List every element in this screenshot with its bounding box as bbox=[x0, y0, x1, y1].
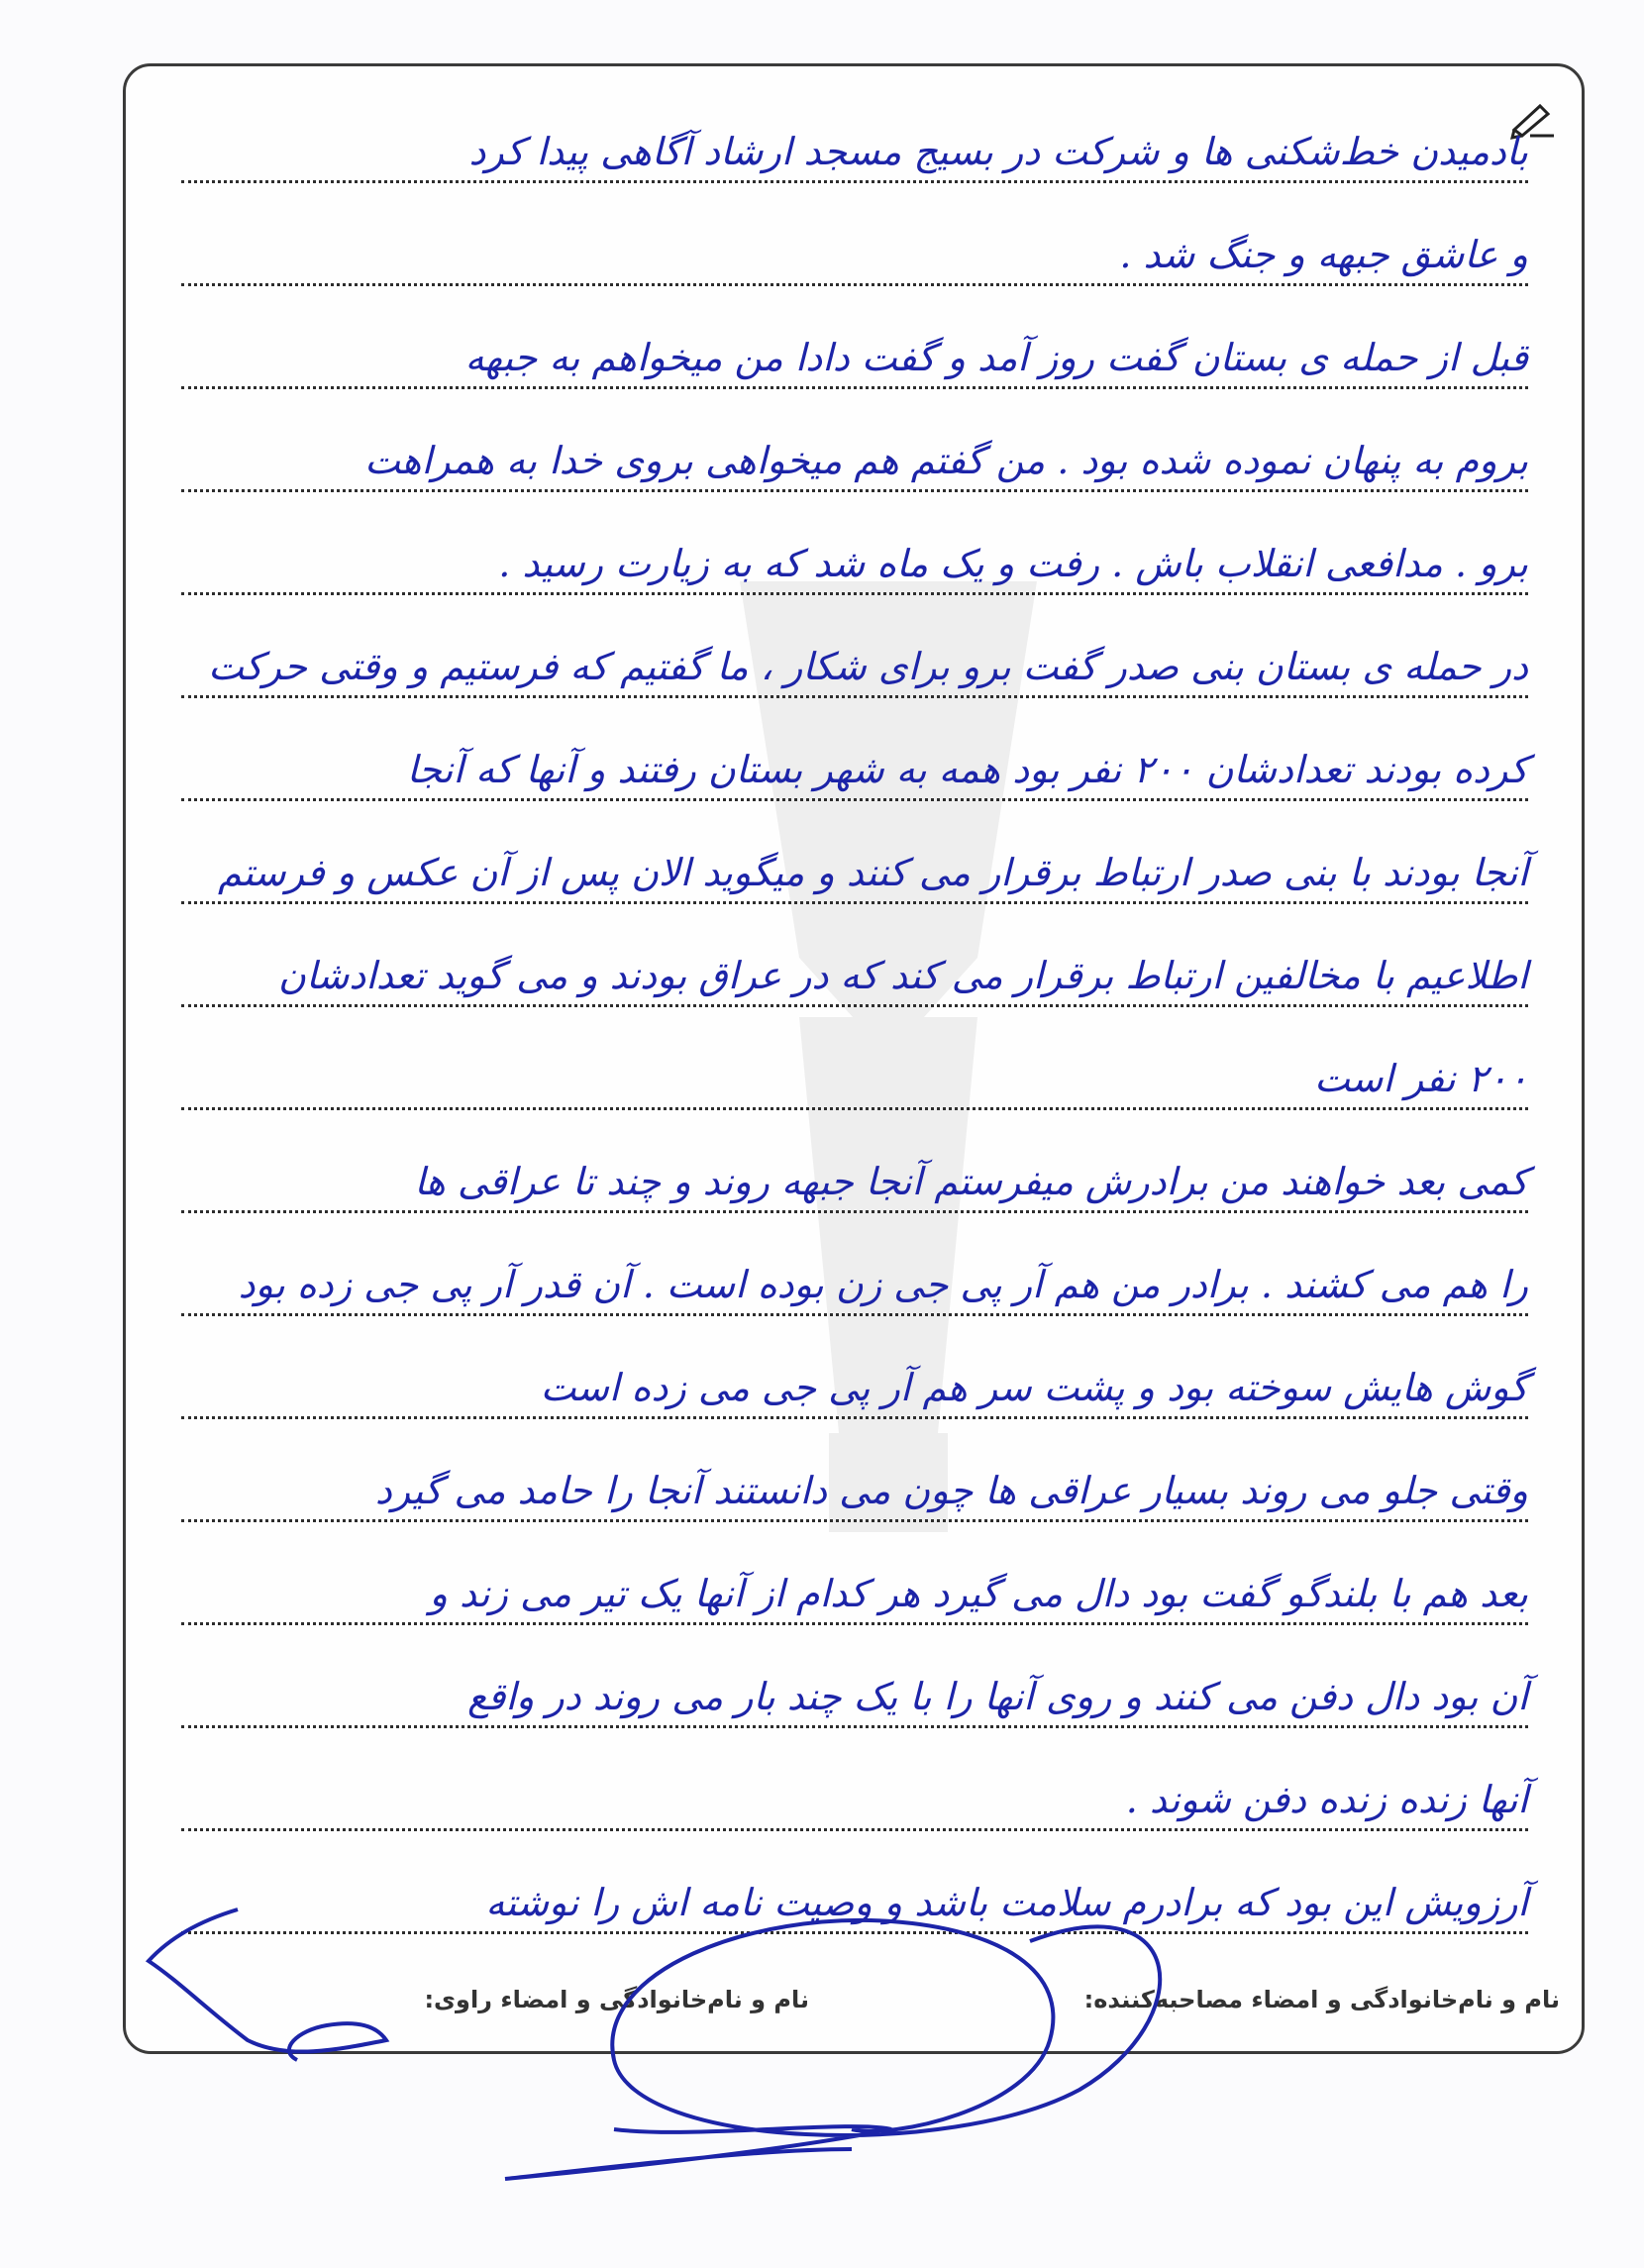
handwritten-text: کمی بعد خواهند من برادرش میفرستم آنجا جبهه روند و چند تا عراقی ها bbox=[414, 1160, 1528, 1204]
handwritten-line bbox=[181, 1419, 1528, 1522]
handwritten-text: آن بود دال دفن می کنند و روی آنها را با یک چند بار می روند در واقع bbox=[467, 1675, 1528, 1719]
handwritten-line bbox=[181, 904, 1528, 1007]
handwritten-line bbox=[181, 595, 1528, 698]
handwritten-line bbox=[181, 1625, 1528, 1728]
handwritten-text: آنجا بودند با بنی صدر ارتباط برقرار می کنند و میگوید الان پس از آن عکس و فرستم bbox=[218, 851, 1528, 895]
handwritten-text: اطلاعیم با مخالفین ارتباط برقرار می کند که در عراق بودند و می گوید تعدادشان bbox=[278, 954, 1528, 998]
handwritten-line bbox=[181, 1728, 1528, 1831]
handwritten-text: کرده بودند تعدادشان ۲۰۰ نفر بود همه به شهر بستان رفتند و آنها که آنجا bbox=[406, 748, 1528, 792]
handwritten-line bbox=[181, 183, 1528, 286]
handwritten-text: گوش هایش سوخته بود و پشت سر هم آر پی جی می زده است bbox=[540, 1366, 1528, 1410]
handwritten-line bbox=[181, 801, 1528, 904]
handwritten-line bbox=[181, 1213, 1528, 1316]
handwritten-line bbox=[181, 1007, 1528, 1110]
handwritten-text: ۲۰۰ نفر است bbox=[1314, 1057, 1528, 1101]
handwritten-line bbox=[181, 1831, 1528, 1934]
handwritten-line bbox=[181, 389, 1528, 492]
handwritten-text: در حمله ی بستان بنی صدر گفت برو برای شکار ، ما گفتیم که فرستیم و وقتی حرکت bbox=[208, 645, 1528, 689]
interviewer-signature-label: نام و نام‌خانوادگی و امضاء مصاحبه‌کننده: bbox=[1083, 1986, 1560, 2013]
handwritten-text: آنها زنده زنده دفن شوند . bbox=[1125, 1778, 1528, 1822]
dotted-rule bbox=[181, 1931, 1528, 1934]
narrator-signature-label: نام و نام‌خانوادگی و امضاء راوی: bbox=[424, 1986, 809, 2013]
handwritten-text: قبل از حمله ی بستان گفت روز آمد و گفت دادا من میخواهم به جبهه bbox=[464, 336, 1528, 380]
handwritten-line bbox=[181, 1522, 1528, 1625]
handwritten-line bbox=[181, 698, 1528, 801]
interview-form-sheet bbox=[123, 63, 1585, 2054]
handwritten-line bbox=[181, 1316, 1528, 1419]
handwritten-line bbox=[181, 286, 1528, 389]
handwritten-text: و عاشق جبهه و جنگ شد . bbox=[1119, 233, 1528, 277]
handwritten-line bbox=[181, 80, 1528, 183]
handwritten-text: بادمیدن خط‌شکنی ها و شرکت در بسیج مسجد ارشاد آگاهی پیدا کرد bbox=[468, 130, 1528, 174]
handwritten-line bbox=[181, 1110, 1528, 1213]
handwritten-text: برو . مدافعی انقلاب باش . رفت و یک ماه شد که به زیارت رسید . bbox=[498, 542, 1528, 586]
handwritten-text: آرزویش این بود که برادرم سلامت باشد و وصیت نامه اش را نوشته bbox=[485, 1881, 1528, 1925]
signature-footer bbox=[126, 1966, 1582, 2035]
handwritten-text: وقتی جلو می روند بسیار عراقی ها چون می دانستند آنجا را حامد می گیرد bbox=[374, 1469, 1528, 1513]
handwritten-text: بروم به پنهان نموده شده بود . من گفتم هم میخواهی بروی خدا به همراهت bbox=[364, 439, 1528, 483]
handwritten-line bbox=[181, 492, 1528, 595]
handwritten-text: را هم می کشند . برادر من هم آر پی جی زن بوده است . آن قدر آر پی جی زده بود bbox=[238, 1263, 1528, 1307]
handwritten-text: بعد هم با بلندگو گفت بود دال می گیرد هر کدام از آنها یک تیر می زند و bbox=[429, 1572, 1528, 1616]
